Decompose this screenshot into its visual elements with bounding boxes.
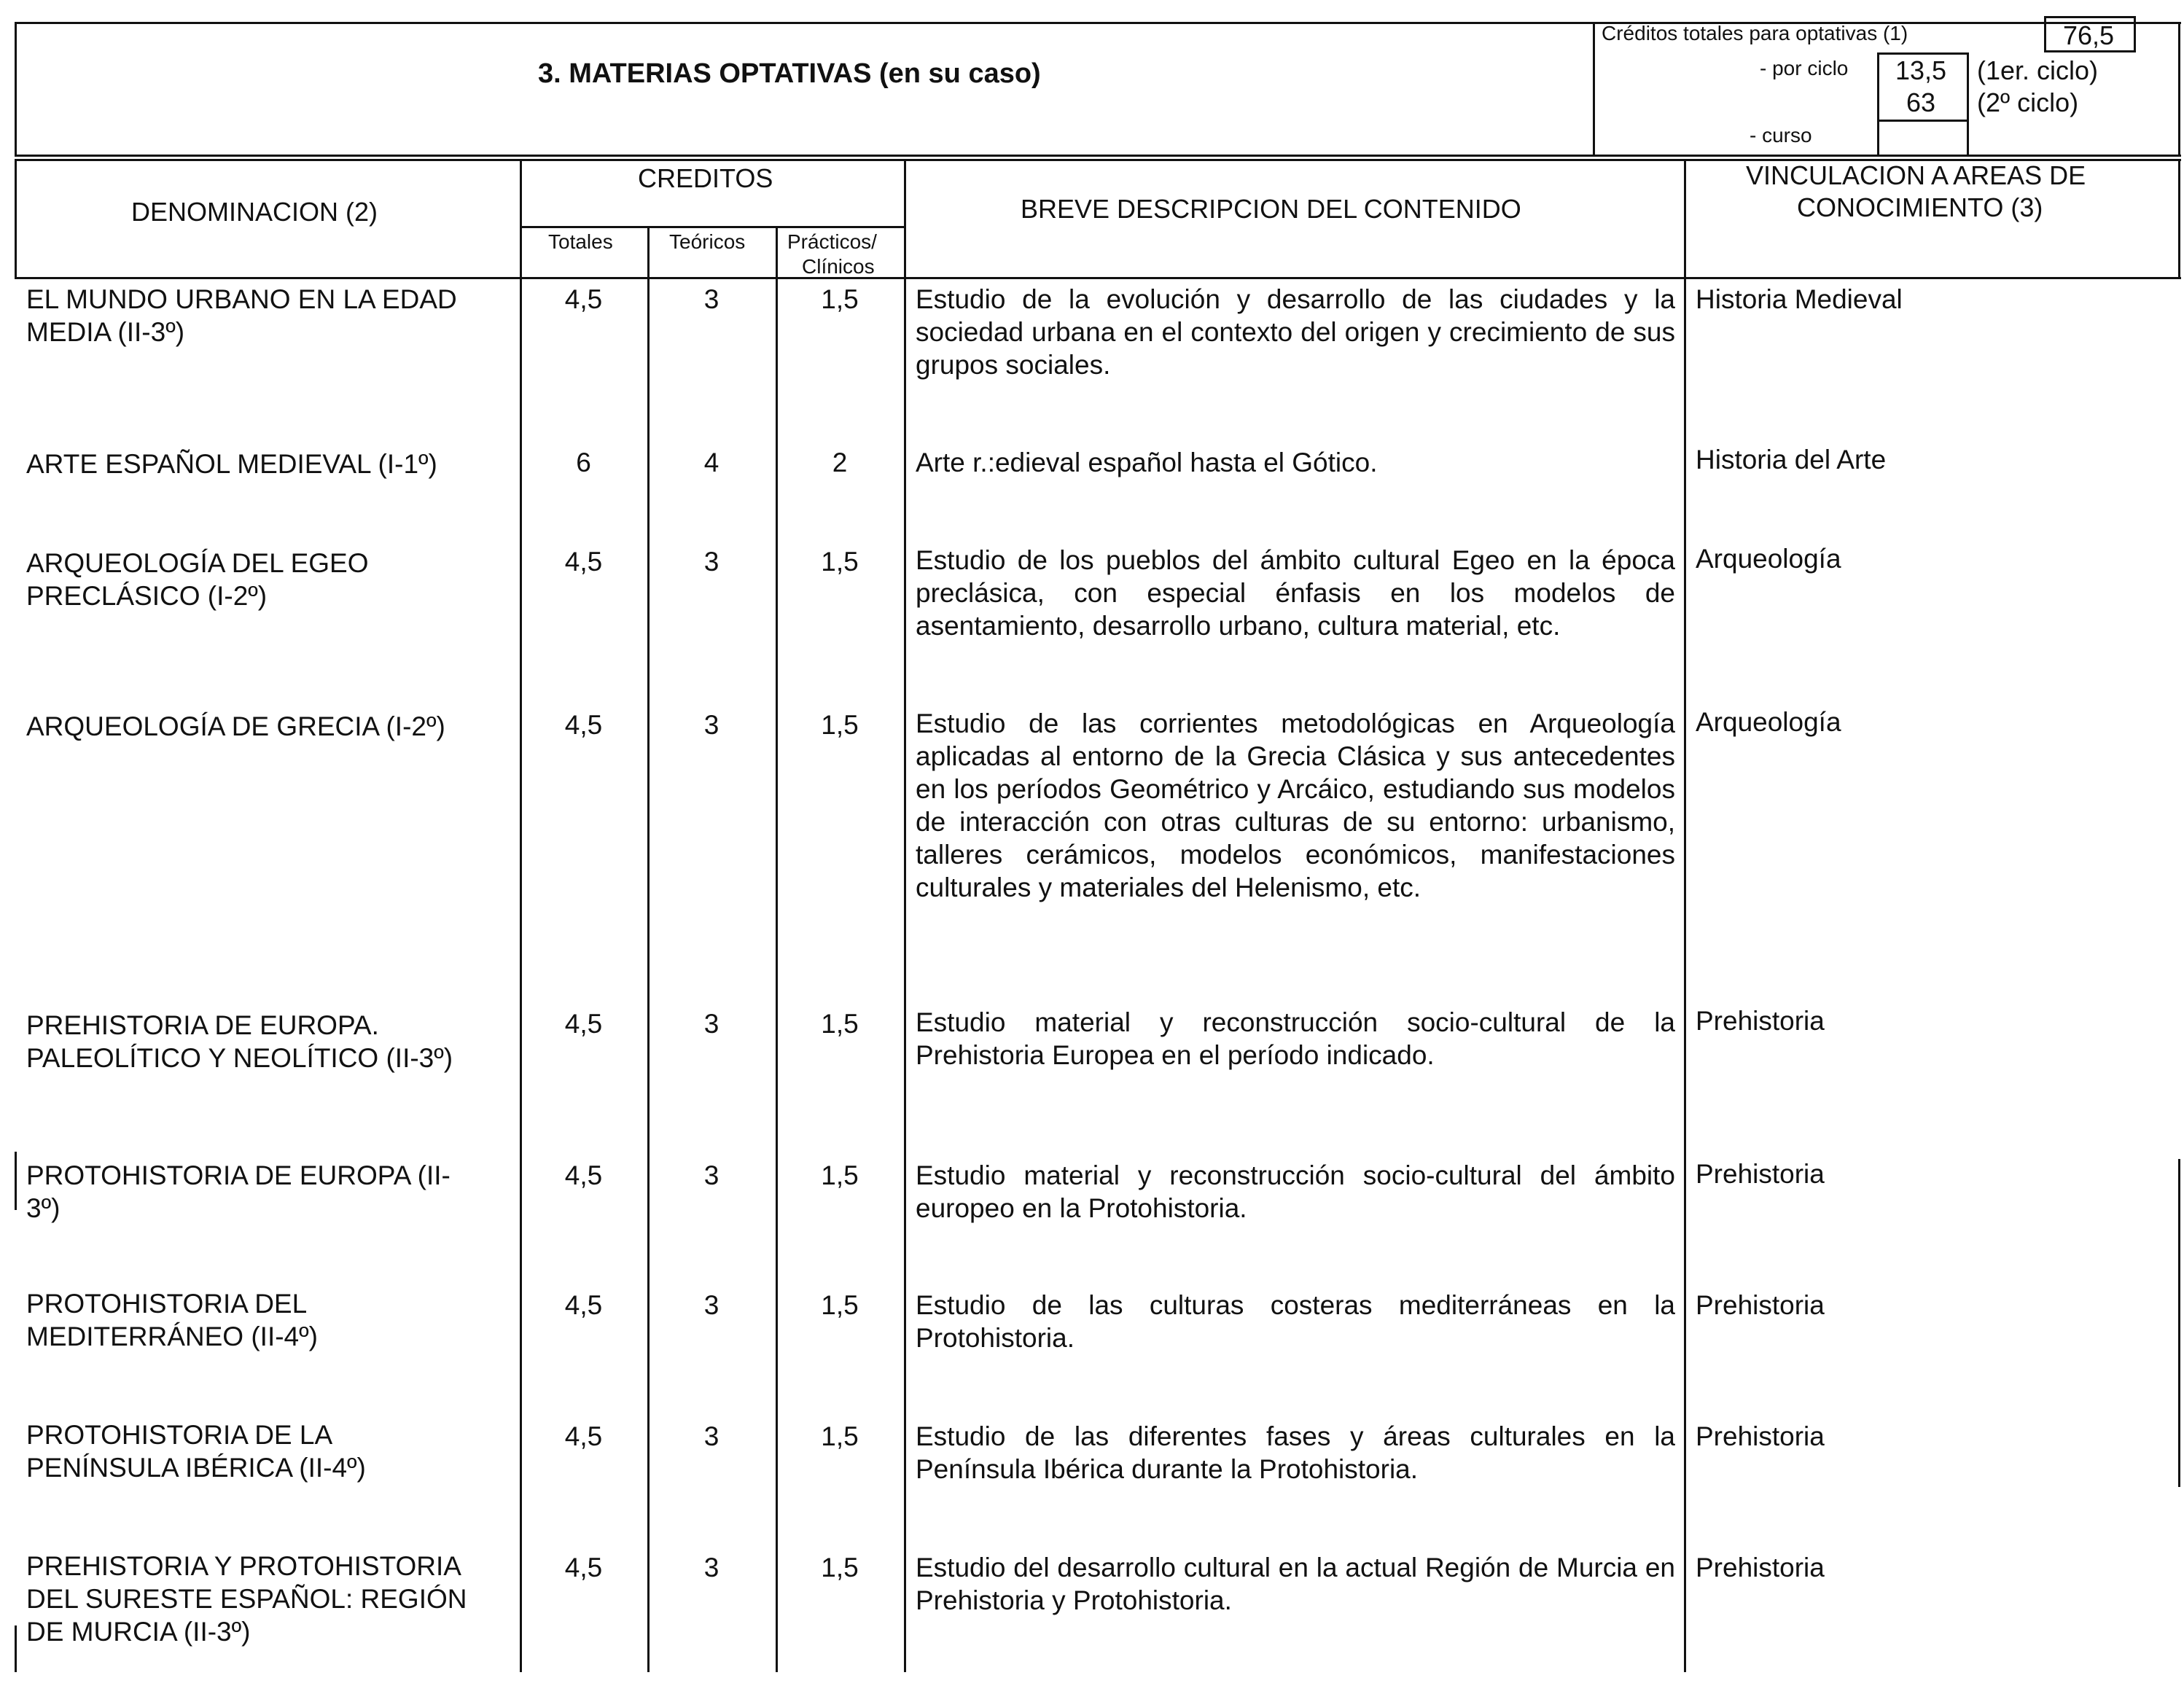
row-description: Estudio material y reconstrucción socio-cultural del ámbito europeo en la Protohistoria. bbox=[916, 1160, 1675, 1223]
credits-total-label: Créditos totales para optativas (1) bbox=[1602, 22, 1908, 44]
cycle-box-top bbox=[1877, 52, 1969, 55]
row-name-line: PALEOLÍTICO Y NEOLÍTICO (II-3º) bbox=[26, 1043, 453, 1073]
course-label: - curso bbox=[1750, 124, 1812, 147]
row-teoricos: 3 bbox=[703, 1421, 719, 1451]
row-description: Estudio material y reconstrucción socio-cultural de la Prehistoria Europea en el período indicado. bbox=[916, 1007, 1675, 1070]
row-name bbox=[26, 448, 515, 480]
col-header-totales: Totales bbox=[548, 230, 613, 253]
credits-total-value: 76,5 bbox=[2063, 20, 2115, 50]
row-area: Arqueología bbox=[1696, 544, 1841, 574]
row-area: Historia Medieval bbox=[1696, 284, 1903, 314]
row-name-line: PREHISTORIA DE EUROPA. bbox=[26, 1010, 379, 1040]
row-name-line: PROTOHISTORIA DE EUROPA (II- bbox=[26, 1160, 451, 1190]
cycle2-label: (2º ciclo) bbox=[1977, 87, 2079, 117]
row-name bbox=[26, 283, 515, 348]
row-teoricos: 3 bbox=[703, 1290, 719, 1320]
col-header-denominacion: DENOMINACION (2) bbox=[131, 197, 378, 227]
row-name bbox=[26, 1287, 515, 1353]
row-name-line: MEDIA (II-3º) bbox=[26, 317, 185, 347]
row-teoricos: 3 bbox=[703, 1009, 719, 1039]
row-description: Estudio de los pueblos del ámbito cultural Egeo en la época preclásica, con especial énfasis en los modelos de asentamiento, desarrollo urbano, cultura material, etc. bbox=[916, 545, 1675, 641]
col-header-descripcion: BREVE DESCRIPCION DEL CONTENIDO bbox=[1021, 194, 1521, 224]
row-name bbox=[26, 1418, 515, 1484]
row-name bbox=[26, 1550, 515, 1648]
col-header-teoricos: Teóricos bbox=[669, 230, 746, 253]
row-description: Estudio de las diferentes fases y áreas culturales en la Península Ibérica durante la Protohistoria. bbox=[916, 1421, 1675, 1484]
row-totales: 4,5 bbox=[564, 1290, 603, 1320]
row-totales: 4,5 bbox=[564, 1009, 603, 1039]
row-practicos: 1,5 bbox=[821, 1421, 859, 1451]
col-border-right bbox=[2178, 159, 2180, 279]
row-name-line: 3º) bbox=[26, 1193, 61, 1223]
row-name-line: MEDITERRÁNEO (II-4º) bbox=[26, 1322, 318, 1351]
cycle-box-mid bbox=[1877, 120, 1969, 122]
row-area: Prehistoria bbox=[1696, 1553, 1825, 1582]
col-header-vinculacion-2: CONOCIMIENTO (3) bbox=[1797, 192, 2043, 222]
row-practicos: 1,5 bbox=[821, 284, 859, 314]
row-area: Prehistoria bbox=[1696, 1290, 1825, 1320]
row-teoricos: 3 bbox=[703, 1553, 719, 1582]
col-border-practicos bbox=[776, 226, 778, 1672]
row-area: Arqueología bbox=[1696, 707, 1841, 737]
left-edge-mark-bottom bbox=[15, 1625, 17, 1672]
row-name-line: ARTE ESPAÑOL MEDIEVAL (I-1º) bbox=[26, 449, 437, 479]
row-area: Prehistoria bbox=[1696, 1421, 1825, 1451]
header-bottom-border bbox=[15, 155, 2181, 157]
col-header-vinculacion-1: VINCULACION A AREAS DE bbox=[1746, 160, 2086, 190]
row-name-line: PENÍNSULA IBÉRICA (II-4º) bbox=[26, 1453, 366, 1483]
row-description: Estudio del desarrollo cultural en la actual Región de Murcia en Prehistoria y Protohistoria. bbox=[916, 1553, 1675, 1615]
per-cycle-label: - por ciclo bbox=[1760, 57, 1849, 79]
row-name-line: PROTOHISTORIA DE LA bbox=[26, 1420, 333, 1450]
row-totales: 4,5 bbox=[564, 710, 603, 740]
row-teoricos: 3 bbox=[703, 710, 719, 740]
cycle-box-left bbox=[1877, 52, 1879, 155]
col-header-creditos: CREDITOS bbox=[638, 163, 773, 193]
cycle1-value: 13,5 bbox=[1895, 55, 1947, 85]
row-practicos: 1,5 bbox=[821, 1290, 859, 1320]
row-practicos: 1,5 bbox=[821, 710, 859, 740]
col-header-practicos-1: Prácticos/ bbox=[787, 230, 877, 253]
cycle1-label: (1er. ciclo) bbox=[1977, 55, 2099, 85]
row-area: Historia del Arte bbox=[1696, 445, 1887, 475]
header-left-border bbox=[15, 22, 17, 157]
row-teoricos: 4 bbox=[703, 448, 719, 477]
row-totales: 4,5 bbox=[564, 284, 603, 314]
credits-subheader-line bbox=[520, 226, 904, 228]
row-area: Prehistoria bbox=[1696, 1006, 1825, 1036]
row-name-line: PREHISTORIA Y PROTOHISTORIA bbox=[26, 1551, 461, 1581]
row-name-line: ARQUEOLOGÍA DE GRECIA (I-2º) bbox=[26, 711, 445, 741]
col-border-teoricos bbox=[647, 226, 650, 1672]
header-right-border bbox=[2178, 22, 2180, 157]
row-practicos: 1,5 bbox=[821, 1009, 859, 1039]
row-teoricos: 3 bbox=[703, 284, 719, 314]
row-teoricos: 3 bbox=[703, 1160, 719, 1190]
row-name-line: PROTOHISTORIA DEL bbox=[26, 1289, 308, 1319]
header-divider bbox=[1593, 22, 1595, 157]
row-description: Arte r.:edieval español hasta el Gótico. bbox=[916, 448, 1378, 477]
col-border-area bbox=[1684, 159, 1686, 1672]
row-name-line: DEL SURESTE ESPAÑOL: REGIÓN bbox=[26, 1584, 467, 1614]
row-area: Prehistoria bbox=[1696, 1159, 1825, 1189]
col-border-desc bbox=[904, 159, 906, 1672]
row-practicos: 1,5 bbox=[821, 547, 859, 577]
row-description: Estudio de la evolución y desarrollo de las ciudades y la sociedad urbana en el contexto del origen y crecimiento de sus grupos sociales. bbox=[916, 284, 1675, 380]
row-practicos: 1,5 bbox=[821, 1160, 859, 1190]
cycle-box-right bbox=[1967, 52, 1969, 155]
row-teoricos: 3 bbox=[703, 547, 719, 577]
row-name bbox=[26, 1009, 515, 1074]
row-practicos: 1,5 bbox=[821, 1553, 859, 1582]
row-practicos: 2 bbox=[832, 448, 848, 477]
col-header-practicos-2: Clínicos bbox=[802, 255, 875, 278]
table-header-bottom-border bbox=[15, 277, 2181, 279]
row-name bbox=[26, 710, 515, 743]
row-name-line: DE MURCIA (II-3º) bbox=[26, 1617, 251, 1647]
row-name-line: PRECLÁSICO (I-2º) bbox=[26, 581, 268, 611]
cycle2-value: 63 bbox=[1906, 87, 1936, 117]
row-name-line: EL MUNDO URBANO EN LA EDAD bbox=[26, 284, 457, 314]
right-edge-mark bbox=[2178, 1159, 2180, 1487]
row-name-line: ARQUEOLOGÍA DEL EGEO bbox=[26, 548, 369, 578]
row-totales: 4,5 bbox=[564, 547, 603, 577]
row-totales: 4,5 bbox=[564, 1553, 603, 1582]
col-border-left bbox=[15, 159, 17, 279]
row-totales: 6 bbox=[576, 448, 591, 477]
row-totales: 4,5 bbox=[564, 1160, 603, 1190]
row-name bbox=[26, 547, 515, 612]
section-title: 3. MATERIAS OPTATIVAS (en su caso) bbox=[538, 58, 1041, 89]
row-name bbox=[26, 1159, 515, 1225]
row-totales: 4,5 bbox=[564, 1421, 603, 1451]
row-description: Estudio de las culturas costeras mediterráneas en la Protohistoria. bbox=[916, 1290, 1675, 1353]
left-edge-mark bbox=[15, 1152, 17, 1210]
row-description: Estudio de las corrientes metodológicas en Arqueología aplicadas al entorno de la Grecia Clásica y sus antecedentes en los períodos Geométrico y Arcáico, estudiando sus modelos de interacción con otras culturas de su entorno: urbanismo, talleres cerámicos, modelos económicos, manifestaciones culturales y materiales del Helenismo, etc. bbox=[916, 709, 1675, 902]
